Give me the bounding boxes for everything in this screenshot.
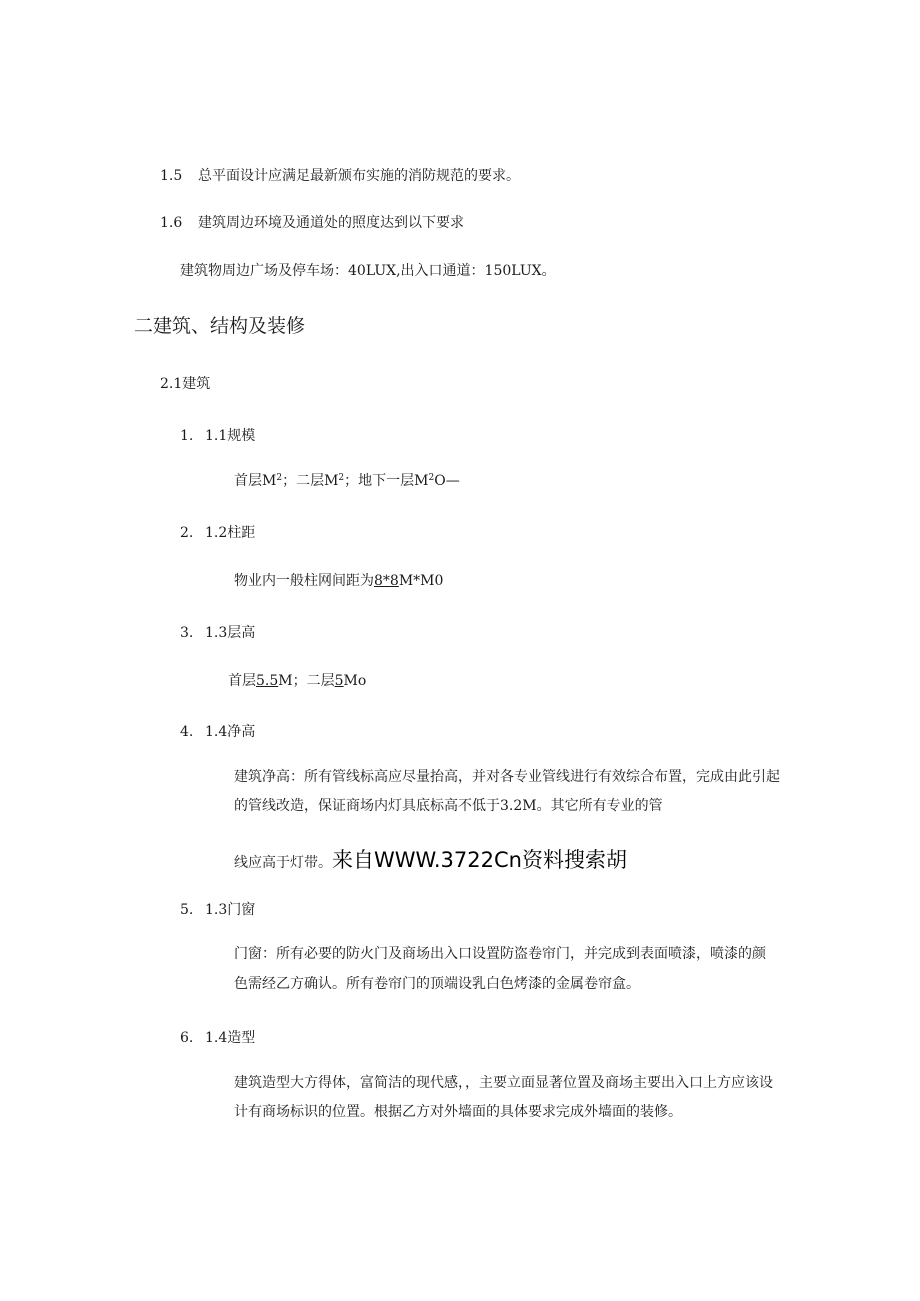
grid-unit: M*M0 xyxy=(398,573,444,589)
section-1-5 xyxy=(160,167,520,185)
doors-line-2: 色需经乙方确认。所有卷帘门的顶端设乳白色烤漆的金属卷帘盒。 xyxy=(234,976,640,992)
grid-value-underlined: 8*8 xyxy=(374,573,399,589)
section-number: 1.5 xyxy=(160,168,183,184)
scale-second: ；二层M xyxy=(282,473,339,489)
section-text: 总平面设计应满足最新颁布实施的消防规范的要求。 xyxy=(198,168,520,184)
section-1-6 xyxy=(160,214,464,232)
item-title: 1.2柱距 xyxy=(205,525,256,541)
section-text: 建筑周边环境及通道处的照度达到以下要求 xyxy=(198,215,464,231)
height-second-label: M；二层 xyxy=(278,673,335,689)
height-second-value: 5 xyxy=(334,673,344,689)
item-number: 6. xyxy=(180,1030,194,1046)
clear-height-line-2: 的管线改造，保证商场内灯具底标高不低于3.2M。其它所有专业的管 xyxy=(234,798,663,814)
item-number: 4. xyxy=(180,724,194,740)
floor-height-text xyxy=(228,672,366,690)
list-item-clear-height xyxy=(180,723,255,741)
item-title: 1.4净高 xyxy=(205,724,256,740)
doors-line-1: 门窗：所有必要的防火门及商场出入口设置防盗卷帘门，并完成到表面喷漆，喷漆的颜 xyxy=(234,946,766,962)
list-item-doors xyxy=(180,901,255,919)
item-number: 1. xyxy=(180,428,194,444)
scale-basement: ；地下一层M xyxy=(344,473,429,489)
superscript: 2 xyxy=(338,473,345,483)
form-line-1: 建筑造型大方得体，富简洁的现代感，，主要立面显著位置及商场主要出入口上方应该设 xyxy=(234,1075,773,1091)
watermark-text: 来自WWW.3722Cn资料搜索胡 xyxy=(332,848,627,872)
item-number: 3. xyxy=(180,625,194,641)
item-number: 5. xyxy=(180,902,194,918)
chapter-heading: 二建筑、结构及装修 xyxy=(134,315,306,337)
form-line-2: 计有商场标识的位置。根据乙方对外墙面的具体要求完成外墙面的装修。 xyxy=(234,1104,682,1120)
height-ground-label: 首层 xyxy=(228,673,256,689)
superscript: 2 xyxy=(428,473,435,483)
clear-height-text: 线应高于灯带。 xyxy=(234,855,332,871)
clear-height-line-3 xyxy=(234,847,627,873)
scale-tail: O— xyxy=(434,473,460,489)
grid-label: 物业内一般柱网间距为 xyxy=(234,573,374,589)
list-item-form xyxy=(180,1029,255,1047)
list-item-scale xyxy=(180,427,255,445)
item-title: 1.1规模 xyxy=(205,428,256,444)
clear-height-line-1: 建筑净高：所有管线标高应尽量抬高，并对各专业管线进行有效综合布置，完成由此引起 xyxy=(234,769,780,785)
grid-text xyxy=(234,572,443,590)
lux-requirement: 建筑物周边广场及停车场：40LUX,出入口通道：150LUX。 xyxy=(180,263,556,279)
list-item-grid xyxy=(180,524,255,542)
superscript: 2 xyxy=(276,473,283,483)
list-item-floor-height xyxy=(180,624,255,642)
item-title: 1.3门窗 xyxy=(205,902,256,918)
section-2-1: 2.1建筑 xyxy=(160,376,211,392)
item-title: 1.3层高 xyxy=(205,625,256,641)
scale-text xyxy=(234,472,460,490)
scale-ground: 首层M xyxy=(234,473,277,489)
height-ground-value: 5.5 xyxy=(256,673,279,689)
height-tail: Mo xyxy=(343,673,367,689)
item-title: 1.4造型 xyxy=(205,1030,256,1046)
section-number: 1.6 xyxy=(160,215,183,231)
item-number: 2. xyxy=(180,525,194,541)
